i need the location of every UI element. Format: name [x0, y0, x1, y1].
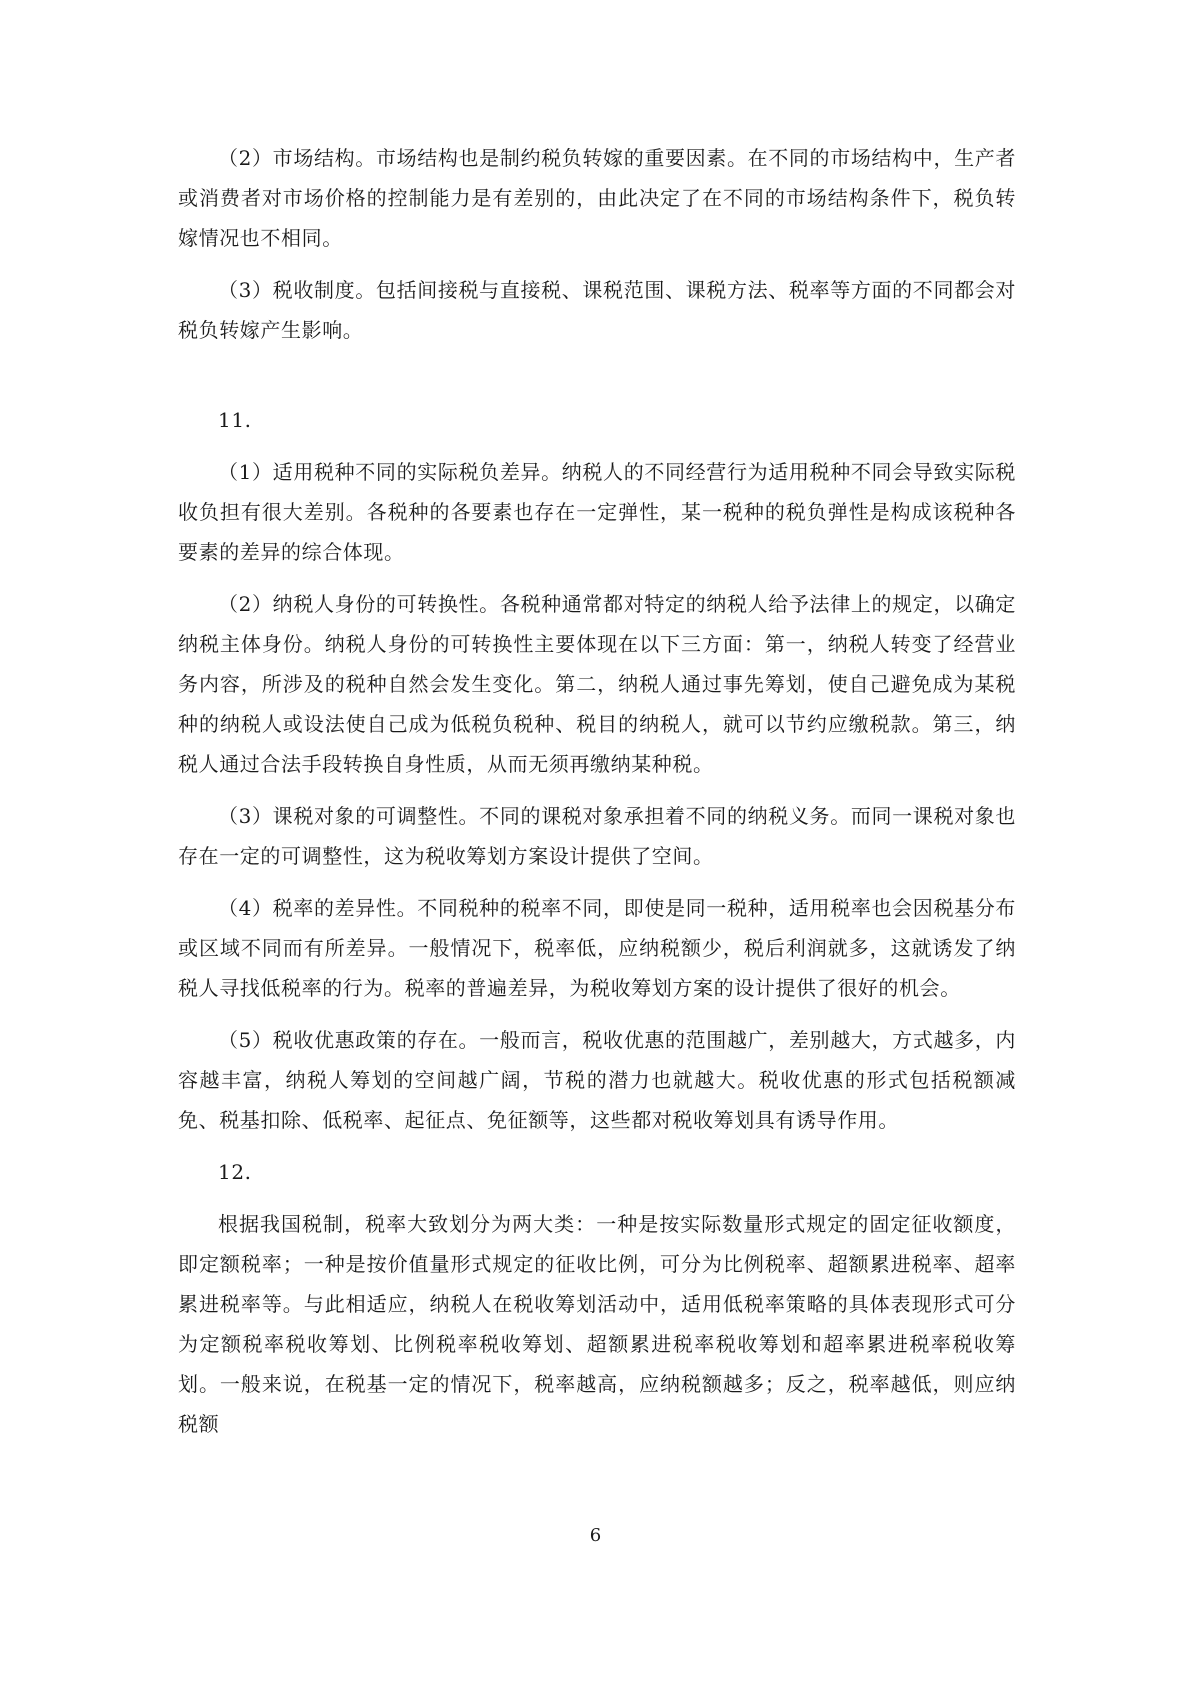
- paragraph-tax-rate-categories: 根据我国税制，税率大致划分为两大类：一种是按实际数量形式规定的固定征收额度，即定额税率；一种是按价值量形式规定的征收比例，可分为比例税率、超额累进税率、超率累进税率等。与此相适应，纳税人在税收筹划活动中，适用低税率策略的具体表现形式可分为定额税率税收筹划、比例税率税收筹划、超额累进税率税收筹划和超率累进税率税收筹划。一般来说，在税基一定的情况下，税率越高，应纳税额越多；反之，税率越低，则应纳税额: [178, 1212, 1016, 1436]
- section-number-12: 12.: [218, 1160, 252, 1184]
- section-spacer: [178, 362, 1016, 400]
- page-number: 6: [589, 1525, 602, 1546]
- paragraph-tax-object-adjustability: （3）课税对象的可调整性。不同的课税对象承担着不同的纳税义务。而同一课税对象也存在一定的可调整性，这为税收筹划方案设计提供了空间。: [178, 804, 1016, 868]
- section-number-11: 11.: [218, 408, 252, 432]
- paragraph-tax-rate-difference: （4）税率的差异性。不同税种的税率不同，即使是同一税种，适用税率也会因税基分布或区域不同而有所差异。一般情况下，税率低，应纳税额少，税后利润就多，这就诱发了纳税人寻找低税率的行为。税率的普遍差异，为税收筹划方案的设计提供了很好的机会。: [178, 896, 1016, 1000]
- paragraph-taxpayer-identity: （2）纳税人身份的可转换性。各税种通常都对特定的纳税人给予法律上的规定，以确定纳税主体身份。纳税人身份的可转换性主要体现在以下三方面：第一，纳税人转变了经营业务内容，所涉及的税种自然会发生变化。第二，纳税人通过事先筹划，使自己避免成为某税种的纳税人或设法使自己成为低税负税种、税目的纳税人，就可以节约应缴税款。第三，纳税人通过合法手段转换自身性质，从而无须再缴纳某种税。: [178, 592, 1016, 776]
- paragraph-market-structure: （2）市场结构。市场结构也是制约税负转嫁的重要因素。在不同的市场结构中，生产者或消费者对市场价格的控制能力是有差别的，由此决定了在不同的市场结构条件下，税负转嫁情况也不相同。: [178, 146, 1016, 250]
- paragraph-tax-system: （3）税收制度。包括间接税与直接税、课税范围、课税方法、税率等方面的不同都会对税负转嫁产生影响。: [178, 278, 1016, 342]
- document-body: [178, 138, 1016, 1456]
- paragraph-tax-type-difference: （1）适用税种不同的实际税负差异。纳税人的不同经营行为适用税种不同会导致实际税收负担有很大差别。各税种的各要素也存在一定弹性，某一税种的税负弹性是构成该税种各要素的差异的综合体现。: [178, 460, 1016, 564]
- paragraph-tax-preference: （5）税收优惠政策的存在。一般而言，税收优惠的范围越广，差别越大，方式越多，内容越丰富，纳税人筹划的空间越广阔，节税的潜力也就越大。税收优惠的形式包括税额减免、税基扣除、低税率、起征点、免征额等，这些都对税收筹划具有诱导作用。: [178, 1028, 1016, 1132]
